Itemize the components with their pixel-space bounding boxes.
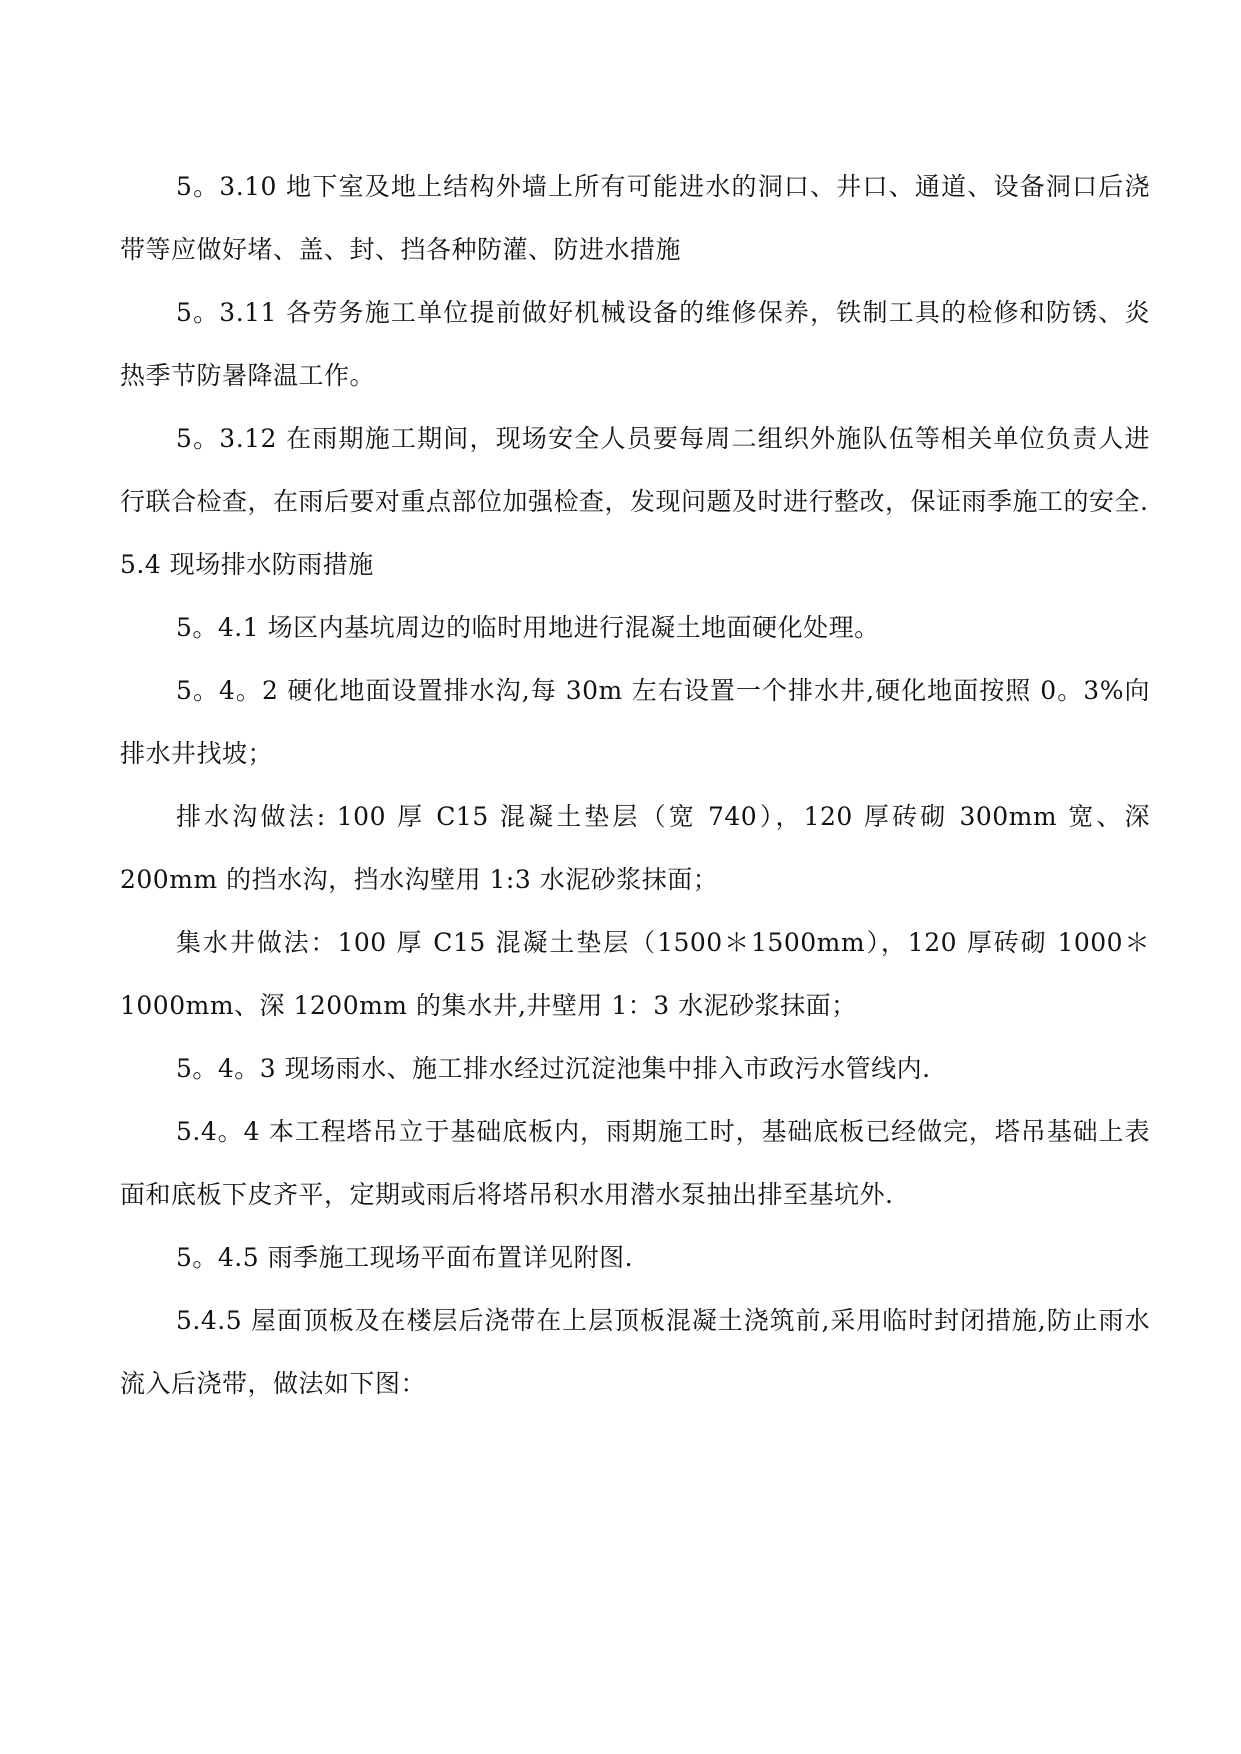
paragraph-5-4-5-layout: 5。4.5 雨季施工现场平面布置详见附图.: [176, 1243, 634, 1272]
paragraph-5-4-1: 5。4.1 场区内基坑周边的临时用地进行混凝土地面硬化处理。: [176, 613, 880, 642]
paragraph-5-4-4: 5.4。4 本工程塔吊立于基础底板内，雨期施工时，基础底板已经做完，塔吊基础上表面和底板下皮齐平，定期或雨后将塔吊积水用潜水泵抽出排至基坑外.: [120, 1117, 1150, 1209]
paragraph-5-4-3: 5。4。3 现场雨水、施工排水经过沉淀池集中排入市政污水管线内.: [176, 1054, 931, 1083]
section-heading-5-4: 5.4 现场排水防雨措施: [120, 550, 374, 579]
paragraph-5-4-5-roof: 5.4.5 屋面顶板及在楼层后浇带在上层顶板混凝土浇筑前,采用临时封闭措施,防止雨水流入后浇带，做法如下图：: [120, 1306, 1150, 1398]
paragraph-5-3-12: 5。3.12 在雨期施工期间，现场安全人员要每周二组织外施队伍等相关单位负责人进行联合检查，在雨后要对重点部位加强检查，发现问题及时进行整改，保证雨季施工的安全.: [120, 424, 1150, 516]
paragraph-drainage-ditch-method: 排水沟做法: 100 厚 C15 混凝土垫层（宽 740），120 厚砖砌 300mm 宽、深 200mm 的挡水沟，挡水沟壁用 1:3 水泥砂浆抹面；: [120, 802, 1150, 894]
document-body: [120, 155, 1150, 1415]
paragraph-5-3-11: 5。3.11 各劳务施工单位提前做好机械设备的维修保养，铁制工具的检修和防锈、炎热季节防暑降温工作。: [120, 298, 1150, 390]
paragraph-5-4-2: 5。4。2 硬化地面设置排水沟,每 30m 左右设置一个排水井,硬化地面按照 0。3%向排水井找坡；: [120, 676, 1150, 768]
paragraph-sump-well-method: 集水井做法：100 厚 C15 混凝土垫层（1500＊1500mm），120 厚砖砌 1000＊1000mm、深 1200mm 的集水井,井壁用 1：3 水泥砂浆抹面；: [120, 928, 1150, 1020]
paragraph-5-3-10: 5。3.10 地下室及地上结构外墙上所有可能进水的洞口、井口、通道、设备洞口后浇带等应做好堵、盖、封、挡各种防灌、防进水措施: [120, 172, 1150, 264]
